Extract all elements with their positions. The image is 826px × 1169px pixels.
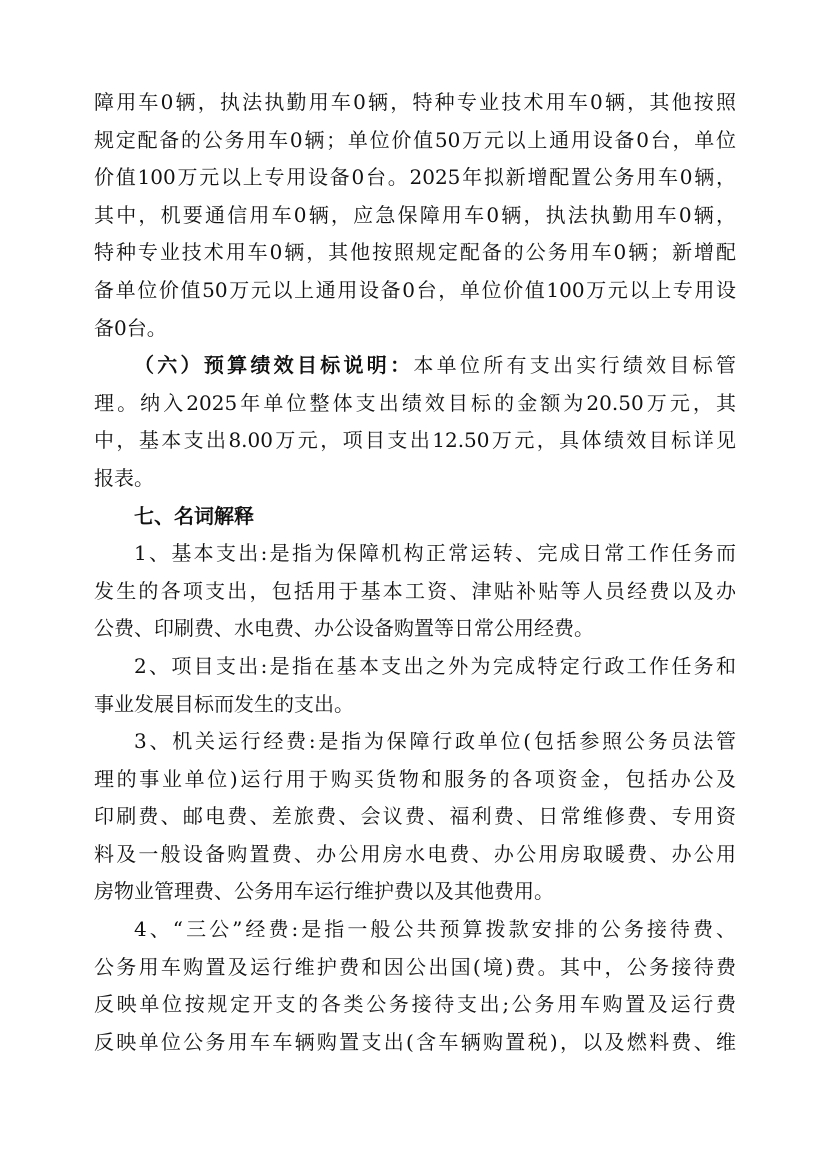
paragraph-line: 报表。: [94, 465, 154, 490]
paragraph-line: 备0台。: [94, 315, 167, 340]
paragraph-line: 发生的各项支出，包括用于基本工资、津贴补贴等人员经费以及办: [94, 578, 736, 603]
performance-text: 本单位所有支出实行绩效目标管: [413, 353, 736, 378]
term-1-line: 1、基本支出:是指为保障机构正常运转、完成日常工作任务而: [134, 541, 736, 566]
paragraph-line: 公务用车购置及运行维护费和因公出国(境)费。其中，公务接待费: [94, 954, 736, 979]
term-2-line: 2、项目支出:是指在基本支出之外为完成特定行政工作任务和: [134, 653, 736, 678]
paragraph-line: 规定配备的公务用车0辆；单位价值50万元以上通用设备0台，单位: [94, 127, 736, 152]
document-page: [94, 84, 736, 1061]
paragraph-line: 料及一般设备购置费、办公用房水电费、办公用房取暖费、办公用: [94, 841, 736, 866]
paragraph-line: 特种专业技术用车0辆，其他按照规定配备的公务用车0辆；新增配: [94, 240, 736, 265]
paragraph-line: 印刷费、邮电费、差旅费、会议费、福利费、日常维修费、专用资: [94, 804, 736, 829]
paragraph-line: 反映单位公务用车车辆购置支出(含车辆购置税)，以及燃料费、维: [94, 1029, 736, 1054]
paragraph-line: 备单位价值50万元以上通用设备0台，单位价值100万元以上专用设: [94, 277, 736, 302]
performance-heading: （六）预算绩效目标说明：: [134, 353, 414, 378]
paragraph-line: 理。纳入2025年单位整体支出绩效目标的金额为20.50万元，其: [94, 390, 736, 415]
section-heading-terms: 七、名词解释: [134, 503, 254, 528]
paragraph-line: 中，基本支出8.00万元，项目支出12.50万元，具体绩效目标详见: [94, 428, 736, 453]
paragraph-line: 事业发展目标而发生的支出。: [94, 691, 354, 716]
paragraph-line: 反映单位按规定开支的各类公务接待支出;公务用车购置及运行费: [94, 992, 736, 1017]
paragraph-line: 公费、印刷费、水电费、办公设备购置等日常公用经费。: [94, 616, 594, 641]
paragraph-line: 价值100万元以上专用设备0台。2025年拟新增配置公务用车0辆，: [94, 165, 736, 190]
term-4-line: 4、“三公”经费:是指一般公共预算拨款安排的公务接待费、: [134, 917, 736, 942]
paragraph-line: 其中，机要通信用车0辆，应急保障用车0辆，执法执勤用车0辆，: [94, 202, 736, 227]
term-3-line: 3、机关运行经费:是指为保障行政单位(包括参照公务员法管: [134, 729, 736, 754]
paragraph-line: 理的事业单位)运行用于购买货物和服务的各项资金，包括办公及: [94, 766, 736, 791]
paragraph-line: 障用车0辆，执法执勤用车0辆，特种专业技术用车0辆，其他按照: [94, 90, 736, 114]
paragraph-line: 房物业管理费、公务用车运行维护费以及其他费用。: [94, 879, 554, 904]
performance-paragraph-first-line: [94, 347, 736, 385]
